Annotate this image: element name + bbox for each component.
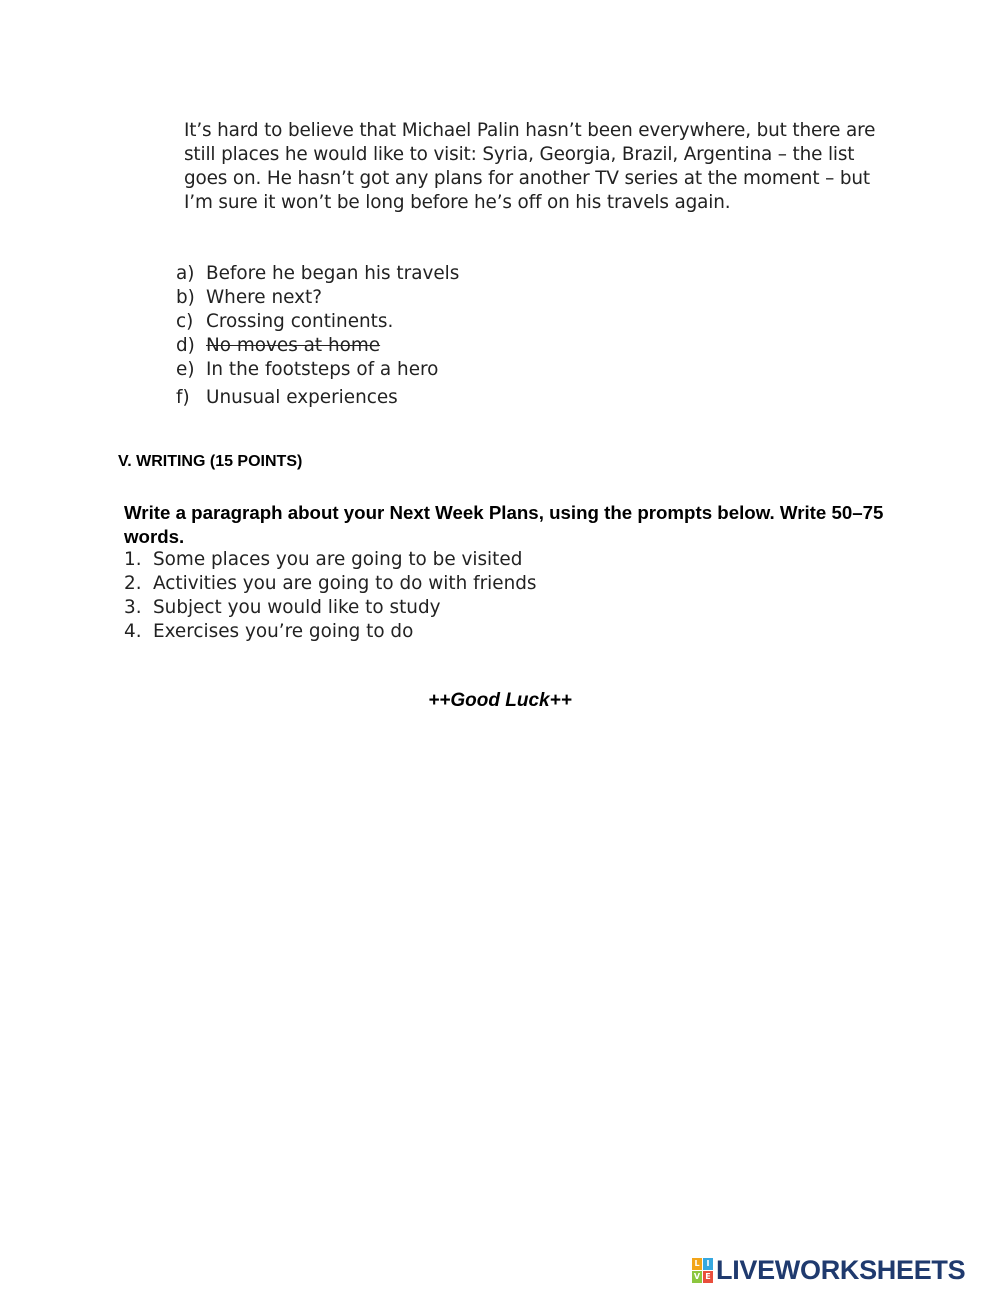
writing-prompts-list bbox=[124, 548, 537, 644]
reading-passage bbox=[184, 119, 889, 215]
prompt-number: 4. bbox=[124, 621, 142, 642]
prompt-item bbox=[124, 620, 537, 644]
prompt-item bbox=[124, 548, 537, 572]
logo-mark-tile: I bbox=[703, 1258, 713, 1270]
heading-option bbox=[176, 310, 459, 334]
prompt-text: Activities you are going to do with friends bbox=[153, 573, 537, 594]
heading-option bbox=[176, 262, 459, 286]
option-letter: f) bbox=[176, 387, 190, 408]
passage-text: It’s hard to believe that Michael Palin hasn’t been everywhere, but there are still places he would like to visit: Syria, Georgia, Brazil, Argentina – the list goes on. He hasn’t got any plans for another TV series at the moment – but I’m sure it won’t be long before he’s off on his travels again. bbox=[184, 120, 876, 213]
logo-mark-tile: E bbox=[703, 1271, 713, 1283]
writing-section-title: V. WRITING (15 POINTS) bbox=[118, 453, 303, 470]
writing-instruction: Write a paragraph about your Next Week Plans, using the prompts below. Write 50–75 words. bbox=[124, 502, 884, 547]
option-text: Unusual experiences bbox=[206, 387, 398, 408]
option-letter: b) bbox=[176, 287, 195, 308]
option-text: In the footsteps of a hero bbox=[206, 359, 439, 380]
heading-option-struck bbox=[176, 334, 459, 358]
option-text: Crossing continents. bbox=[206, 311, 394, 332]
prompt-item bbox=[124, 596, 537, 620]
option-text-struck: No moves at home bbox=[206, 335, 381, 356]
good-luck-closing: ++Good Luck++ bbox=[428, 690, 572, 711]
heading-option bbox=[176, 386, 459, 410]
option-letter: c) bbox=[176, 311, 194, 332]
option-letter: a) bbox=[176, 263, 195, 284]
prompt-text: Subject you would like to study bbox=[153, 597, 441, 618]
prompt-number: 1. bbox=[124, 549, 142, 570]
logo-mark-tile: V bbox=[693, 1271, 701, 1281]
heading-option bbox=[176, 358, 459, 382]
prompt-number: 3. bbox=[124, 597, 142, 618]
logo-mark-icon bbox=[692, 1258, 713, 1283]
heading-option bbox=[176, 286, 459, 310]
option-letter: e) bbox=[176, 359, 195, 380]
liveworksheets-logo[interactable] bbox=[692, 1256, 965, 1284]
logo-mark-tile: L bbox=[692, 1258, 702, 1270]
option-letter: d) bbox=[176, 335, 195, 356]
logo-wordmark: LIVEWORKSHEETS bbox=[716, 1255, 966, 1285]
prompt-text: Some places you are going to be visited bbox=[153, 549, 523, 570]
option-text: Where next? bbox=[206, 287, 322, 308]
prompt-number: 2. bbox=[124, 573, 142, 594]
option-text: Before he began his travels bbox=[206, 263, 460, 284]
prompt-text: Exercises you’re going to do bbox=[153, 621, 414, 642]
prompt-item bbox=[124, 572, 537, 596]
heading-options-list bbox=[176, 262, 459, 410]
